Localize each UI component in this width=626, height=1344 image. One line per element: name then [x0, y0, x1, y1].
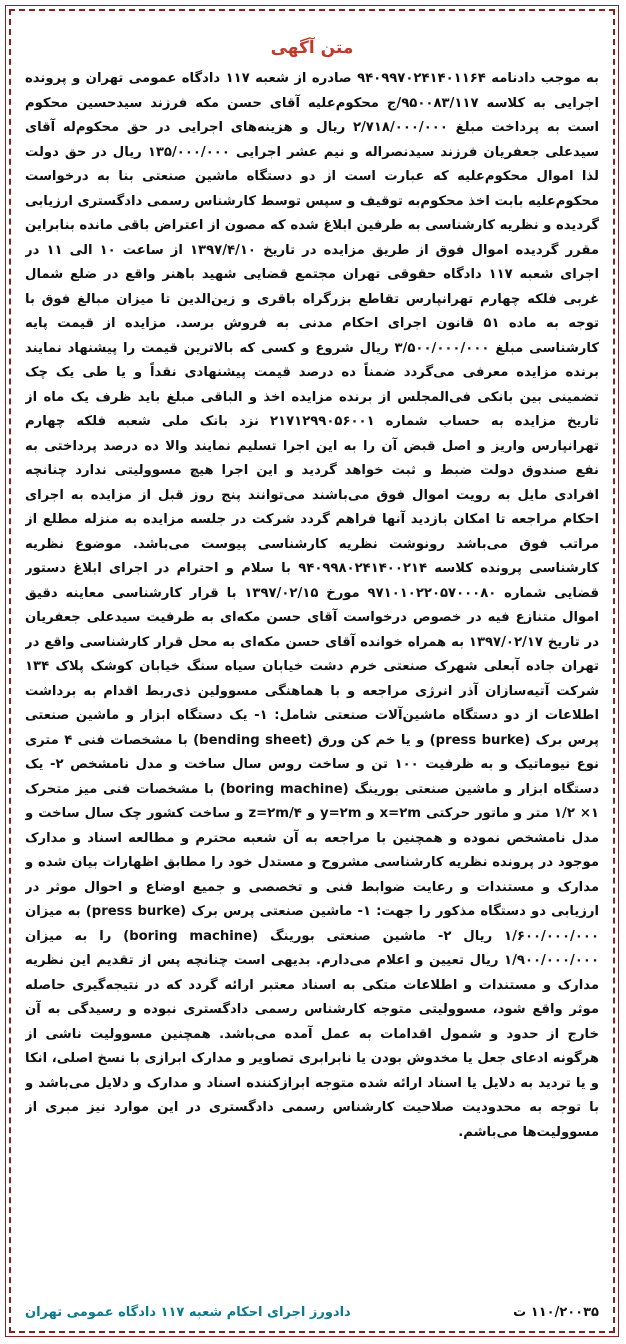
notice-title: متن آگهی: [270, 38, 354, 58]
legal-notice-box: [9, 9, 615, 1333]
notice-body-text: به موجب دادنامه ۹۴۰۹۹۷۰۲۴۱۴۰۱۱۶۴ صادره از شعبه ۱۱۷ دادگاه عمومی تهران و پرونده اجرایی به کلاسه ۹۵۰۰۸۳/۱۱۷/ج محکوم‌علیه آقای حسن مکه فرزند سیدحسین محکوم است به پرداخت مبلغ ۲/۷۱۸/۰۰۰/۰۰۰ ریال و هزینه‌های اجرایی در حق محکوم‌له آقای سیدعلی جعفریان فرزند سیدنصراله و نیم عشر اجرایی ۱۳۵/۰۰۰/۰۰۰ ریال در حق دولت لذا اموال محکوم‌علیه که عبارت است از دو دستگاه ماشین صنعتی بنا به درخواست محکوم‌علیه بابت اخذ محکوم‌به توقیف و سپس توسط کارشناس رسمی دادگستری ارزیابی گردیده و نظریه کارشناسی به طرفین ابلاغ شده که مصون از اعتراض باقی مانده بنابراین مقرر گردیده اموال فوق از طریق مزایده در تاریخ ۱۳۹۷/۴/۱۰ از ساعت ۱۰ الی ۱۱ در اجرای شعبه ۱۱۷ دادگاه حقوقی تهران مجتمع قضایی شهید باهنر واقع در ضلع شمال غربی فلکه چهارم تهرانپارس تقاطع بزرگراه باقری و زین‌الدین تا میزان مبالغ فوق با توجه به ماده ۵۱ قانون اجرای احکام مدنی به فروش برسد. مزایده از قیمت پایه کارشناسی مبلغ ۳/۵۰۰/۰۰۰/۰۰۰ ریال شروع و کسی که بالاترین قیمت را پیشنهاد نمایند برنده مزایده معرفی می‌گردد ضمناً ده درصد قیمت پیشنهادی نقداً و یا طی یک چک تضمینی بین بانکی فی‌المجلس از برنده مزایده اخذ و الباقی مبلغ باید ظرف یک ماه از تاریخ مزایده به حساب شماره ۲۱۷۱۲۹۹۰۵۶۰۰۱ نزد بانک ملی شعبه فلکه چهارم تهرانپارس واریز و اصل قبض آن را به این اجرا تسلیم نمایند والا ده درصد پرداختی به نفع صندوق دولت ضبط و ثبت خواهد گردید و این اجرا هیچ مسوولیتی ندارد چنانچه افرادی مایل به رویت اموال فوق می‌باشند می‌توانند پنج روز قبل از مزایده به اجرای احکام مراجعه تا امکان بازدید آنها فراهم گردد شرکت در جلسه مزایده به منزله مطلع از مراتب فوق می‌باشد رونوشت نظریه کارشناسی پیوست می‌باشد. موضوع نظریه کارشناسی پرونده کلاسه ۹۴۰۹۹۸۰۲۴۱۴۰۰۲۱۴ با سلام و احترام در اجرای ابلاغ دستور قضایی شماره ۹۷۱۰۱۰۲۲۰۵۷۰۰۰۸۰ مورخ ۱۳۹۷/۰۲/۱۵ با قرار کارشناسی معاینه دقیق اموال متنازع فیه در خصوص درخواست آقای حسن مکه‌ای به طرفیت سیدعلی جعفریان در تاریخ ۱۳۹۷/۰۲/۱۷ به همراه خوانده آقای حسن مکه‌ای به محل قرار کارشناسی واقع در تهران جاده آبعلی شهرک صنعتی خرم دشت خیابان سیاه سنگ خیابان کوشک پلاک ۱۳۴ شرکت آتیه‌سازان آذر انرژی مراجعه و با هماهنگی مسوولین ذی‌ربط اقدام به برداشت اطلاعات از دو دستگاه ماشین‌آلات صنعتی شامل: ۱- یک دستگاه ابزار و ماشین صنعتی پرس برک (press burke) و یا خم کن ورق (bending sheet) با مشخصات فنی ۴ متری نوع نیوماتیک و به ظرفیت ۱۰۰ تن و ساخت روس سال ساخت و مدل نامشخص ۲- یک دستگاه ابزار و ماشین صنعتی بورینگ (boring machine) با مشخصات فنی میز متحرک ۱× ۱/۲ متر و ماتور حرکتی x=۲m و y=۲m و z=۲m/۴ و ساخت کشور چک سال ساخت و مدل نامشخص نموده و همچنین با مراجعه به آن شعبه محترم و مطالعه اسناد و مدارک موجود در پرونده نظریه کارشناسی مشروح و مستدل خود را مطابق اظهارات بیان شده و مدارک و مستندات و رعایت ضوابط فنی و تخصصی و جمیع اوضاع و احوال موثر در ارزیابی دو دستگاه مذکور را جهت: ۱- ماشین صنعتی پرس برک (press burke) به میزان ۱/۶۰۰/۰۰۰/۰۰۰ ریال ۲- ماشین صنعتی بورینگ (boring machine) را به میزان ۱/۹۰۰/۰۰۰/۰۰۰ ریال تعیین و اعلام می‌دارم. بدیهی است چنانچه پس از تقدیم این نظریه مدارک و مستندات و اطلاعات متکی به اسناد معتبر ارائه گردد که در نتیجه‌گیری حاصله موثر واقع شود، مسوولیتی متوجه کارشناس رسمی دادگستری نبوده و رسیدگی به آن خارج از حدود و شمول اقدامات به عمل آمده می‌باشد. همچنین مسوولیت ناشی از هرگونه ادعای جعل یا مخدوش بودن یا نابرابری تصاویر و مدارک ابرازی با نسخ اصلی، انکا و یا تردید به دلایل یا اسناد ارائه شده متوجه ابرازکننده اسناد و مدارک و دلایل می‌باشد و با توجه به محدودیت صلاحیت کارشناس رسمی دادگستری در این موارد نیز مبری از مسوولیت‌ها می‌باشم.: [25, 71, 599, 1140]
signer-title: دادورز اجرای احکام شعبه ۱۱۷ دادگاه عمومی تهران: [25, 1304, 351, 1320]
ad-code: ۱۱۰/۲۰۰۳۵ ت: [513, 1304, 599, 1320]
notice-footer: [25, 1299, 599, 1325]
